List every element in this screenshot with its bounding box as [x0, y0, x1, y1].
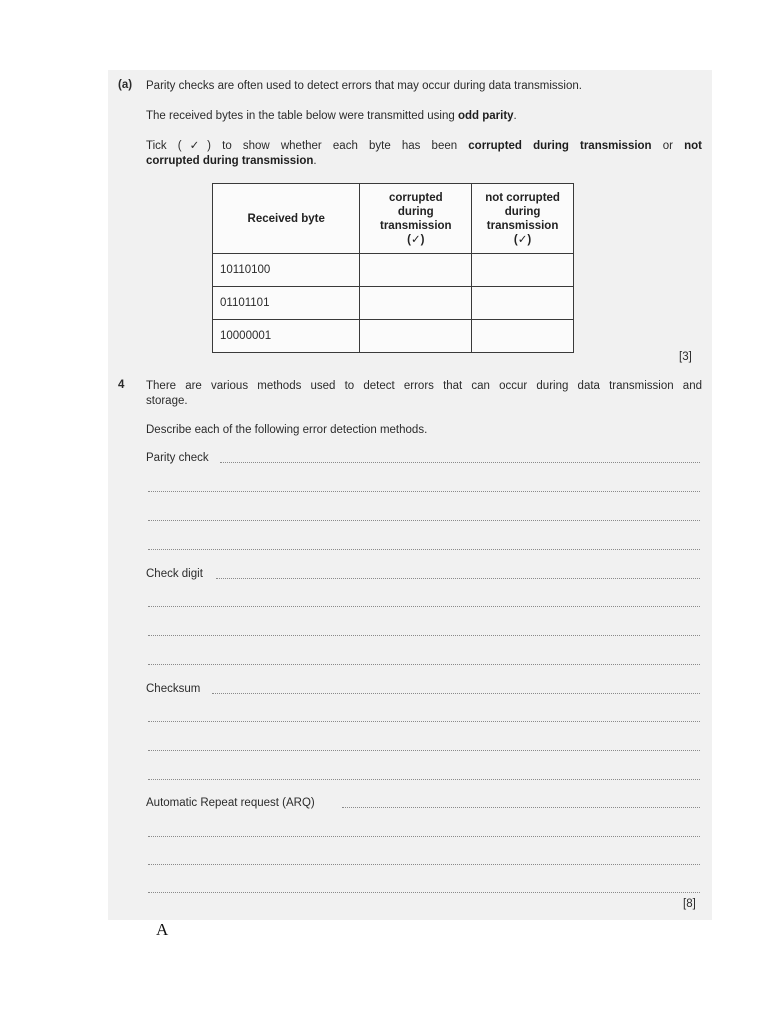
header-corrupted: corrupted during transmission (✓)	[360, 184, 472, 254]
received-byte-cell: 01101101	[213, 287, 360, 320]
part-a-label: (a)	[118, 79, 133, 91]
answer-line[interactable]	[148, 664, 700, 665]
answer-line[interactable]	[148, 520, 700, 521]
header-received-byte: Received byte	[213, 184, 360, 254]
answer-line[interactable]	[148, 836, 700, 837]
corrupted-tick-cell[interactable]	[360, 320, 472, 353]
tick-instruction-line1: Tick (✓) to show whether each byte has been corrupted during transmission or not	[146, 140, 702, 152]
method-label-checksum: Checksum	[146, 683, 201, 695]
q4-intro-line2: storage.	[146, 395, 188, 407]
footer-label: A	[156, 920, 169, 939]
table-row	[213, 320, 574, 353]
method-label-arq: Automatic Repeat request (ARQ)	[146, 797, 315, 809]
answer-line[interactable]	[212, 693, 700, 694]
q4-marks: [8]	[683, 898, 696, 910]
table-row	[213, 254, 574, 287]
corrupted-tick-cell[interactable]	[360, 287, 472, 320]
answer-line[interactable]	[148, 750, 700, 751]
answer-line[interactable]	[220, 462, 700, 463]
table-header-row	[213, 184, 574, 254]
question-number: 4	[118, 379, 125, 391]
answer-line[interactable]	[148, 549, 700, 550]
method-label-check-digit: Check digit	[146, 568, 203, 580]
q4-instruction: Describe each of the following error detection methods.	[146, 424, 428, 436]
part-a-intro: Parity checks are often used to detect errors that may occur during data transmission.	[146, 80, 582, 92]
received-byte-cell: 10110100	[213, 254, 360, 287]
part-a-marks: [3]	[679, 351, 692, 363]
answer-line[interactable]	[148, 721, 700, 722]
answer-line[interactable]	[148, 864, 700, 865]
answer-line[interactable]	[148, 491, 700, 492]
answer-line[interactable]	[216, 578, 700, 579]
tick-instruction-line2: corrupted during transmission.	[146, 155, 317, 167]
answer-line[interactable]	[148, 606, 700, 607]
method-label-parity-check: Parity check	[146, 452, 209, 464]
corrupted-tick-cell[interactable]	[360, 254, 472, 287]
received-byte-cell: 10000001	[213, 320, 360, 353]
header-not-corrupted: not corrupted during transmission (✓)	[472, 184, 574, 254]
answer-line[interactable]	[148, 779, 700, 780]
not-corrupted-tick-cell[interactable]	[472, 254, 574, 287]
answer-line[interactable]	[342, 807, 700, 808]
q4-intro-line1: There are various methods used to detect errors that can occur during data transmission and	[146, 380, 702, 392]
answer-line[interactable]	[148, 892, 700, 893]
parity-table	[212, 183, 574, 353]
table-row	[213, 287, 574, 320]
answer-line[interactable]	[148, 635, 700, 636]
odd-parity-sentence: The received bytes in the table below were transmitted using odd parity.	[146, 110, 517, 122]
not-corrupted-tick-cell[interactable]	[472, 287, 574, 320]
not-corrupted-tick-cell[interactable]	[472, 320, 574, 353]
